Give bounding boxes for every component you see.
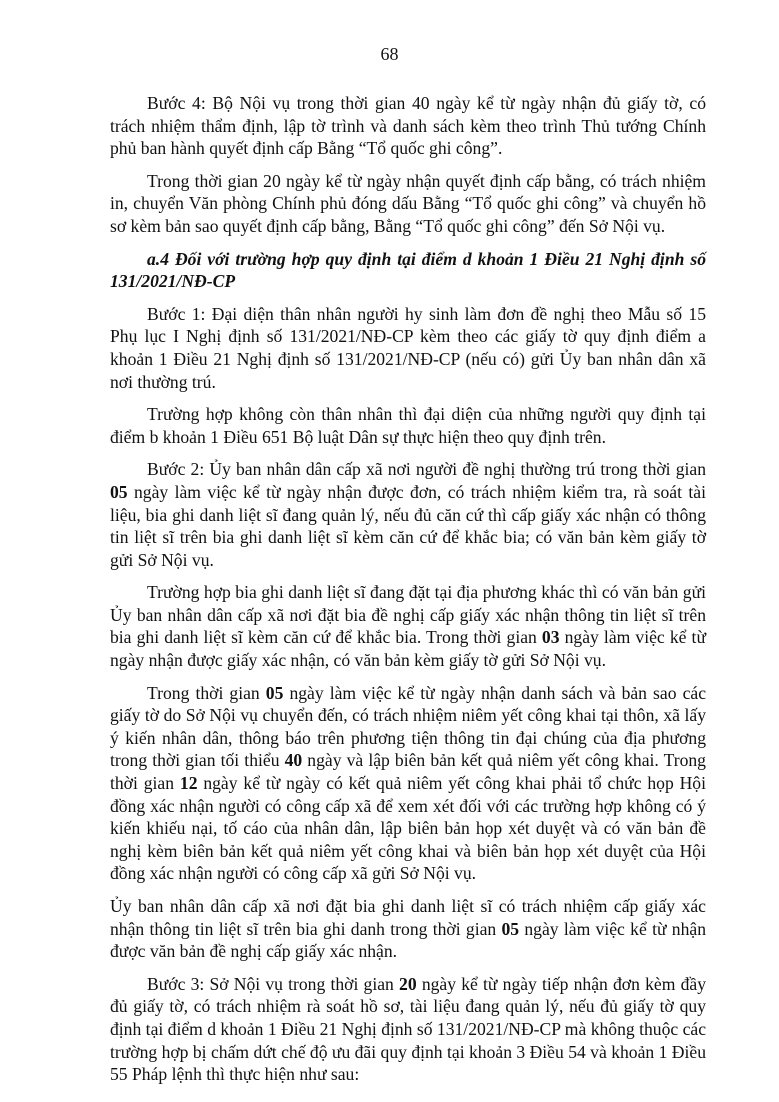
paragraph-buoc-3: Bước 3: Sở Nội vụ trong thời gian 20 ngày kể từ ngày tiếp nhận đơn kèm đầy đủ giấy tờ, có trách nhiệm rà soát hồ sơ, tài liệu đang quản lý, nếu đủ giấy tờ quy định tại điểm d khoản 1 Điều 21 Nghị định số 131/2021/NĐ-CP mà không thuộc các trường hợp bị chấm dứt chế độ ưu đãi quy định tại khoản 3 Điều 54 và khoản 1 Điều 55 Pháp lệnh thì thực hiện như sau: bbox=[110, 973, 707, 1085]
paragraph-niem-yet: Trong thời gian 05 ngày làm việc kể từ ngày nhận danh sách và bản sao các giấy tờ do Sở Nội vụ chuyển đến, có trách nhiệm niêm yết công khai tại thôn, xã lấy ý kiến nhân dân, thông báo trên phương tiện thông tin đại chúng của địa phương trong thời gian tối thiểu 40 ngày và lập biên bản kết quả niêm yết công khai. Trong thời gian 12 ngày kể từ ngày có kết quả niêm yết công khai phải tổ chức họp Hội đồng xác nhận người có công cấp xã để xem xét đối với các trường hợp không có ý kiến khiếu nại, tố cáo của nhân dân, lập biên bản họp xét duyệt và có văn bản đề nghị kèm biên bản kết quả niêm yết công khai và biên bản họp xét duyệt của Hội đồng xác nhận người có công cấp xã gửi Sở Nội vụ. bbox=[110, 682, 707, 884]
paragraph-in-bang: Trong thời gian 20 ngày kể từ ngày nhận quyết định cấp bằng, có trách nhiệm in, chuyển Văn phòng Chính phủ đóng dấu Bằng “Tổ quốc ghi công” và chuyển hồ sơ kèm bản sao quyết định cấp bằng, Bằng “Tổ quốc ghi công” đến Sở Nội vụ. bbox=[110, 170, 706, 236]
paragraph-xa-dat-bia: Ủy ban nhân dân cấp xã nơi đặt bia ghi danh liệt sĩ có trách nhiệm cấp giấy xác nhận thông tin liệt sĩ trên bia ghi danh trong thời gian 05 ngày làm việc kể từ nhận được văn bản đề nghị cấp giấy xác nhận. bbox=[110, 896, 706, 962]
paragraph-buoc-1: Bước 1: Đại diện thân nhân người hy sinh làm đơn đề nghị theo Mẫu số 15 Phụ lục I Nghị định số 131/2021/NĐ-CP kèm theo các giấy tờ quy định điểm a khoản 1 Điều 21 Nghị định số 131/2021/NĐ-CP (nếu có) gửi Ủy ban nhân dân xã nơi thường trú. bbox=[110, 303, 706, 392]
section-heading-a4: a.4 Đối với trường hợp quy định tại điểm d khoản 1 Điều 21 Nghị định số 131/2021/NĐ-CP bbox=[110, 248, 706, 292]
paragraph-khong-con-than-nhan: Trường hợp không còn thân nhân thì đại diện của những người quy định tại điểm b khoản 1 Điều 651 Bộ luật Dân sự thực hiện theo quy định trên. bbox=[110, 404, 706, 447]
page-number: 68 bbox=[380, 44, 399, 64]
paragraph-buoc-2: Bước 2: Ủy ban nhân dân cấp xã nơi người đề nghị thường trú trong thời gian 05 ngày làm việc kể từ ngày nhận được đơn, có trách nhiệm kiểm tra, rà soát tài liệu, bia ghi danh liệt sĩ đang quản lý, nếu đủ căn cứ thì cấp giấy xác nhận có thông tin liệt sĩ trên bia ghi danh liệt sĩ kèm căn cứ để khắc bia; có văn bản kèm giấy tờ gửi Sở Nội vụ. bbox=[110, 459, 706, 570]
paragraph-buoc-4: Bước 4: Bộ Nội vụ trong thời gian 40 ngày kể từ ngày nhận đủ giấy tờ, có trách nhiệm thẩm định, lập tờ trình và danh sách kèm theo trình Thủ tướng Chính phủ ban hành quyết định cấp Bằng “Tổ quốc ghi công”. bbox=[110, 93, 706, 159]
document-body bbox=[110, 92, 706, 1096]
paragraph-bia-dia-phuong-khac: Trường hợp bia ghi danh liệt sĩ đang đặt tại địa phương khác thì có văn bản gửi Ủy ban nhân dân cấp xã nơi đặt bia đề nghị cấp giấy xác nhận thông tin liệt sĩ trên bia ghi danh liệt sĩ kèm căn cứ để khắc bia. Trong thời gian 03 ngày làm việc kể từ ngày nhận được giấy xác nhận, có văn bản kèm giấy tờ gửi Sở Nội vụ. bbox=[110, 582, 706, 671]
